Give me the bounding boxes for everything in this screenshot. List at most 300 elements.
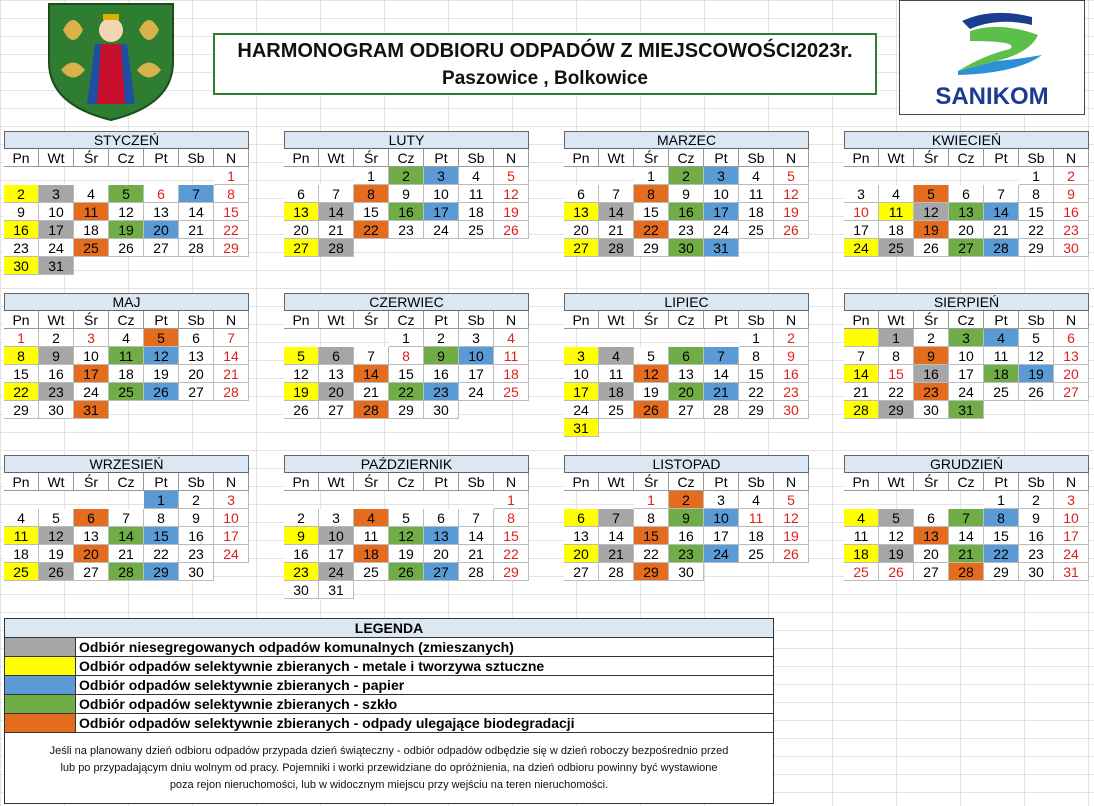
day-cell: 23 <box>914 383 949 401</box>
day-cell: 5 <box>494 167 529 185</box>
day-cell: 23 <box>39 383 74 401</box>
day-cell: 24 <box>704 221 739 239</box>
day-cell: 15 <box>739 365 774 383</box>
weekday-header: Cz <box>949 473 984 491</box>
month-11 <box>564 455 809 581</box>
day-cell: 8 <box>354 185 389 203</box>
day-cell: 2 <box>179 491 214 509</box>
weekday-header: Śr <box>634 311 669 329</box>
day-cell: 14 <box>214 347 249 365</box>
legend-swatch <box>5 695 76 713</box>
day-cell: 18 <box>4 545 39 563</box>
day-cell: 11 <box>459 185 494 203</box>
day-cell: 6 <box>144 185 179 203</box>
weekday-header: Pt <box>704 473 739 491</box>
day-cell: 12 <box>109 203 144 221</box>
day-cell: 24 <box>704 545 739 563</box>
day-cell: 16 <box>389 203 424 221</box>
day-cell: 13 <box>144 203 179 221</box>
day-cell: 1 <box>634 491 669 509</box>
day-cell: 4 <box>74 185 109 203</box>
day-cell: 10 <box>704 509 739 527</box>
day-cell: 25 <box>74 239 109 257</box>
municipality-crest-icon <box>43 0 179 122</box>
weekday-header: Pt <box>984 311 1019 329</box>
empty-cell <box>424 581 459 599</box>
day-cell: 1 <box>4 329 39 347</box>
day-cell: 27 <box>564 239 599 257</box>
day-cell: 28 <box>844 401 879 419</box>
day-cell: 8 <box>739 347 774 365</box>
day-cell: 20 <box>179 365 214 383</box>
day-cell: 22 <box>494 545 529 563</box>
month-2 <box>284 131 529 257</box>
empty-cell <box>774 419 809 437</box>
day-cell: 4 <box>4 509 39 527</box>
day-cell: 7 <box>109 509 144 527</box>
day-cell: 31 <box>564 419 599 437</box>
day-cell: 30 <box>774 401 809 419</box>
day-cell: 2 <box>774 329 809 347</box>
day-cell: 19 <box>494 203 529 221</box>
weekday-header: Wt <box>39 149 74 167</box>
day-cell: 23 <box>774 383 809 401</box>
empty-cell <box>949 167 984 185</box>
day-cell: 5 <box>109 185 144 203</box>
empty-cell <box>564 167 599 185</box>
weekday-header: N <box>214 473 249 491</box>
day-cell: 3 <box>459 329 494 347</box>
day-cell: 16 <box>424 365 459 383</box>
day-cell: 7 <box>354 347 389 365</box>
day-cell: 30 <box>424 401 459 419</box>
empty-cell <box>109 401 144 419</box>
empty-cell <box>739 563 774 581</box>
legend-label: Odbiór niesegregowanych odpadów komunalnych (zmieszanych) <box>79 639 514 655</box>
empty-cell <box>564 491 599 509</box>
weekday-header: Wt <box>599 149 634 167</box>
day-cell: 1 <box>739 329 774 347</box>
month-10 <box>284 455 529 599</box>
day-cell: 22 <box>879 383 914 401</box>
day-cell: 30 <box>1019 563 1054 581</box>
day-cell: 25 <box>739 221 774 239</box>
day-cell: 12 <box>634 365 669 383</box>
month-12 <box>844 455 1089 581</box>
empty-cell <box>914 491 949 509</box>
empty-cell <box>144 167 179 185</box>
weekday-header: N <box>214 311 249 329</box>
day-cell: 3 <box>39 185 74 203</box>
day-cell: 1 <box>634 167 669 185</box>
empty-cell <box>914 167 949 185</box>
weekday-header: Pt <box>424 149 459 167</box>
day-cell: 6 <box>564 509 599 527</box>
month-title: GRUDZIEŃ <box>844 455 1089 473</box>
weekday-header: Sb <box>179 473 214 491</box>
weekday-header: Cz <box>389 473 424 491</box>
day-cell: 17 <box>424 203 459 221</box>
weekday-header: Pn <box>284 149 319 167</box>
weekday-header: Wt <box>879 149 914 167</box>
day-cell: 15 <box>634 527 669 545</box>
day-cell: 1 <box>1019 167 1054 185</box>
day-cell: 23 <box>1054 221 1089 239</box>
day-cell: 8 <box>634 509 669 527</box>
day-cell: 25 <box>109 383 144 401</box>
month-title: PAŹDZIERNIK <box>284 455 529 473</box>
weekday-header: Sb <box>739 311 774 329</box>
day-cell: 14 <box>179 203 214 221</box>
day-cell: 4 <box>984 329 1019 347</box>
day-cell: 25 <box>599 401 634 419</box>
day-cell: 3 <box>949 329 984 347</box>
empty-cell <box>704 329 739 347</box>
day-cell: 16 <box>669 527 704 545</box>
empty-cell <box>424 491 459 509</box>
legend-row <box>5 695 773 714</box>
day-cell: 22 <box>1019 221 1054 239</box>
day-cell: 20 <box>74 545 109 563</box>
day-cell: 5 <box>634 347 669 365</box>
day-cell: 21 <box>599 545 634 563</box>
day-cell: 22 <box>634 221 669 239</box>
day-cell: 19 <box>39 545 74 563</box>
day-cell: 17 <box>74 365 109 383</box>
empty-cell <box>144 401 179 419</box>
logo-text: SANIKOM <box>935 83 1049 110</box>
day-cell: 19 <box>914 221 949 239</box>
empty-cell <box>39 491 74 509</box>
day-cell: 25 <box>844 563 879 581</box>
day-cell: 26 <box>914 239 949 257</box>
weekday-header: Pt <box>144 473 179 491</box>
day-cell: 4 <box>354 509 389 527</box>
day-cell: 26 <box>494 221 529 239</box>
day-cell: 5 <box>39 509 74 527</box>
empty-cell <box>214 257 249 275</box>
day-cell: 10 <box>949 347 984 365</box>
day-cell: 27 <box>284 239 319 257</box>
day-cell: 14 <box>319 203 354 221</box>
weekday-header: Pn <box>284 473 319 491</box>
day-cell: 18 <box>984 365 1019 383</box>
day-cell: 19 <box>284 383 319 401</box>
day-cell: 9 <box>389 185 424 203</box>
day-cell: 15 <box>494 527 529 545</box>
day-cell: 26 <box>144 383 179 401</box>
empty-cell <box>179 257 214 275</box>
empty-cell <box>739 239 774 257</box>
empty-cell <box>844 167 879 185</box>
day-cell: 8 <box>879 347 914 365</box>
weekday-header: Cz <box>669 473 704 491</box>
day-cell: 13 <box>284 203 319 221</box>
day-cell: 18 <box>354 545 389 563</box>
day-cell: 5 <box>389 509 424 527</box>
day-cell: 16 <box>1019 527 1054 545</box>
day-cell: 23 <box>1019 545 1054 563</box>
weekday-header: Sb <box>1019 149 1054 167</box>
day-cell: 27 <box>144 239 179 257</box>
day-cell: 16 <box>4 221 39 239</box>
day-cell: 4 <box>879 185 914 203</box>
day-cell: 1 <box>214 167 249 185</box>
day-cell: 28 <box>319 239 354 257</box>
day-cell: 3 <box>1054 491 1089 509</box>
weekday-header: N <box>774 311 809 329</box>
weekday-header: N <box>494 149 529 167</box>
weekday-header: N <box>494 311 529 329</box>
day-cell: 7 <box>599 509 634 527</box>
day-cell: 6 <box>179 329 214 347</box>
day-cell: 9 <box>1019 509 1054 527</box>
day-cell: 29 <box>739 401 774 419</box>
weekday-header: N <box>214 149 249 167</box>
day-cell: 10 <box>39 203 74 221</box>
day-cell: 26 <box>389 563 424 581</box>
weekday-header: N <box>1054 311 1089 329</box>
empty-cell <box>634 419 669 437</box>
empty-cell <box>39 167 74 185</box>
day-cell: 3 <box>704 167 739 185</box>
day-cell: 27 <box>564 563 599 581</box>
weekday-header: Wt <box>319 473 354 491</box>
empty-cell <box>844 329 879 347</box>
day-cell: 11 <box>879 203 914 221</box>
day-cell: 4 <box>599 347 634 365</box>
day-cell: 20 <box>1054 365 1089 383</box>
day-cell: 22 <box>634 545 669 563</box>
day-cell: 22 <box>144 545 179 563</box>
day-cell: 7 <box>984 185 1019 203</box>
weekday-header: Śr <box>634 149 669 167</box>
day-cell: 12 <box>144 347 179 365</box>
day-cell: 17 <box>704 527 739 545</box>
day-cell: 28 <box>459 563 494 581</box>
day-cell: 2 <box>424 329 459 347</box>
day-cell: 27 <box>914 563 949 581</box>
day-cell: 9 <box>914 347 949 365</box>
day-cell: 9 <box>1054 185 1089 203</box>
day-cell: 27 <box>424 563 459 581</box>
day-cell: 13 <box>74 527 109 545</box>
empty-cell <box>389 581 424 599</box>
empty-cell <box>4 167 39 185</box>
day-cell: 25 <box>984 383 1019 401</box>
day-cell: 17 <box>214 527 249 545</box>
weekday-header: N <box>774 473 809 491</box>
day-cell: 17 <box>1054 527 1089 545</box>
day-cell: 12 <box>284 365 319 383</box>
day-cell: 16 <box>669 203 704 221</box>
empty-cell <box>1054 401 1089 419</box>
month-7 <box>564 293 809 437</box>
empty-cell <box>599 329 634 347</box>
title-box <box>213 33 877 95</box>
empty-cell <box>949 491 984 509</box>
day-cell: 4 <box>459 167 494 185</box>
day-cell: 6 <box>914 509 949 527</box>
day-cell: 12 <box>494 185 529 203</box>
weekday-header: Śr <box>914 311 949 329</box>
day-cell: 21 <box>214 365 249 383</box>
day-cell: 3 <box>844 185 879 203</box>
day-cell: 9 <box>39 347 74 365</box>
empty-cell <box>459 239 494 257</box>
day-cell: 1 <box>354 167 389 185</box>
weekday-header: Wt <box>39 311 74 329</box>
legend-label: Odbiór odpadów selektywnie zbieranych - szkło <box>79 696 398 712</box>
empty-cell <box>284 329 319 347</box>
empty-cell <box>704 419 739 437</box>
day-cell: 7 <box>949 509 984 527</box>
day-cell: 11 <box>354 527 389 545</box>
day-cell: 30 <box>39 401 74 419</box>
day-cell: 13 <box>319 365 354 383</box>
weekday-header: Pt <box>144 149 179 167</box>
legend-note <box>5 733 773 794</box>
day-cell: 22 <box>739 383 774 401</box>
day-cell: 14 <box>704 365 739 383</box>
day-cell: 28 <box>354 401 389 419</box>
day-cell: 18 <box>599 383 634 401</box>
month-grid <box>844 311 1089 419</box>
day-cell: 10 <box>1054 509 1089 527</box>
day-cell: 8 <box>634 185 669 203</box>
document-subtitle: Paszowice , Bolkowice <box>442 68 648 89</box>
day-cell: 29 <box>144 563 179 581</box>
weekday-header: N <box>1054 473 1089 491</box>
day-cell: 26 <box>634 401 669 419</box>
day-cell: 4 <box>109 329 144 347</box>
weekday-header: Cz <box>669 311 704 329</box>
day-cell: 18 <box>459 203 494 221</box>
day-cell: 19 <box>774 527 809 545</box>
day-cell: 18 <box>74 221 109 239</box>
weekday-header: Cz <box>109 473 144 491</box>
day-cell: 30 <box>284 581 319 599</box>
day-cell: 15 <box>879 365 914 383</box>
day-cell: 23 <box>669 545 704 563</box>
day-cell: 15 <box>389 365 424 383</box>
day-cell: 17 <box>564 383 599 401</box>
day-cell: 28 <box>109 563 144 581</box>
legend-row <box>5 714 773 733</box>
day-cell: 8 <box>389 347 424 365</box>
day-cell: 13 <box>949 203 984 221</box>
day-cell: 24 <box>319 563 354 581</box>
empty-cell <box>669 329 704 347</box>
day-cell: 18 <box>739 203 774 221</box>
day-cell: 26 <box>1019 383 1054 401</box>
weekday-header: Śr <box>354 473 389 491</box>
empty-cell <box>424 239 459 257</box>
day-cell: 12 <box>774 185 809 203</box>
weekday-header: Pt <box>704 311 739 329</box>
weekday-header: Cz <box>949 311 984 329</box>
weekday-header: Śr <box>634 473 669 491</box>
day-cell: 26 <box>284 401 319 419</box>
day-cell: 11 <box>739 185 774 203</box>
weekday-header: Cz <box>389 149 424 167</box>
day-cell: 21 <box>599 221 634 239</box>
empty-cell <box>389 239 424 257</box>
empty-cell <box>109 257 144 275</box>
day-cell: 2 <box>284 509 319 527</box>
empty-cell <box>844 491 879 509</box>
day-cell: 15 <box>4 365 39 383</box>
weekday-header: Pn <box>564 473 599 491</box>
empty-cell <box>4 491 39 509</box>
day-cell: 25 <box>739 545 774 563</box>
day-cell: 25 <box>459 221 494 239</box>
weekday-header: Śr <box>74 473 109 491</box>
day-cell: 12 <box>1019 347 1054 365</box>
month-grid <box>564 311 809 437</box>
empty-cell <box>459 581 494 599</box>
empty-cell <box>389 491 424 509</box>
empty-cell <box>214 401 249 419</box>
day-cell: 6 <box>319 347 354 365</box>
month-1 <box>4 131 249 275</box>
day-cell: 9 <box>774 347 809 365</box>
day-cell: 3 <box>214 491 249 509</box>
day-cell: 2 <box>1054 167 1089 185</box>
day-cell: 16 <box>1054 203 1089 221</box>
day-cell: 17 <box>949 365 984 383</box>
day-cell: 5 <box>879 509 914 527</box>
day-cell: 10 <box>704 185 739 203</box>
day-cell: 2 <box>389 167 424 185</box>
day-cell: 2 <box>669 491 704 509</box>
day-cell: 19 <box>879 545 914 563</box>
day-cell: 20 <box>319 383 354 401</box>
month-6 <box>284 293 529 419</box>
sanikom-logo-icon <box>900 1 1084 114</box>
weekday-header: Sb <box>459 311 494 329</box>
weekday-header: Pt <box>424 473 459 491</box>
day-cell: 31 <box>949 401 984 419</box>
day-cell: 28 <box>949 563 984 581</box>
day-cell: 6 <box>74 509 109 527</box>
day-cell: 29 <box>494 563 529 581</box>
day-cell: 6 <box>564 185 599 203</box>
day-cell: 11 <box>599 365 634 383</box>
day-cell: 27 <box>179 383 214 401</box>
day-cell: 10 <box>844 203 879 221</box>
day-cell: 15 <box>984 527 1019 545</box>
day-cell: 31 <box>39 257 74 275</box>
day-cell: 4 <box>739 167 774 185</box>
day-cell: 21 <box>704 383 739 401</box>
weekday-header: Śr <box>354 149 389 167</box>
day-cell: 13 <box>179 347 214 365</box>
empty-cell <box>739 419 774 437</box>
day-cell: 9 <box>179 509 214 527</box>
day-cell: 30 <box>1054 239 1089 257</box>
day-cell: 21 <box>844 383 879 401</box>
empty-cell <box>74 491 109 509</box>
legend-label: Odbiór odpadów selektywnie zbieranych - papier <box>79 677 405 693</box>
weekday-header: Wt <box>599 311 634 329</box>
day-cell: 27 <box>949 239 984 257</box>
day-cell: 14 <box>109 527 144 545</box>
empty-cell <box>144 257 179 275</box>
day-cell: 31 <box>704 239 739 257</box>
day-cell: 13 <box>914 527 949 545</box>
day-cell: 24 <box>39 239 74 257</box>
